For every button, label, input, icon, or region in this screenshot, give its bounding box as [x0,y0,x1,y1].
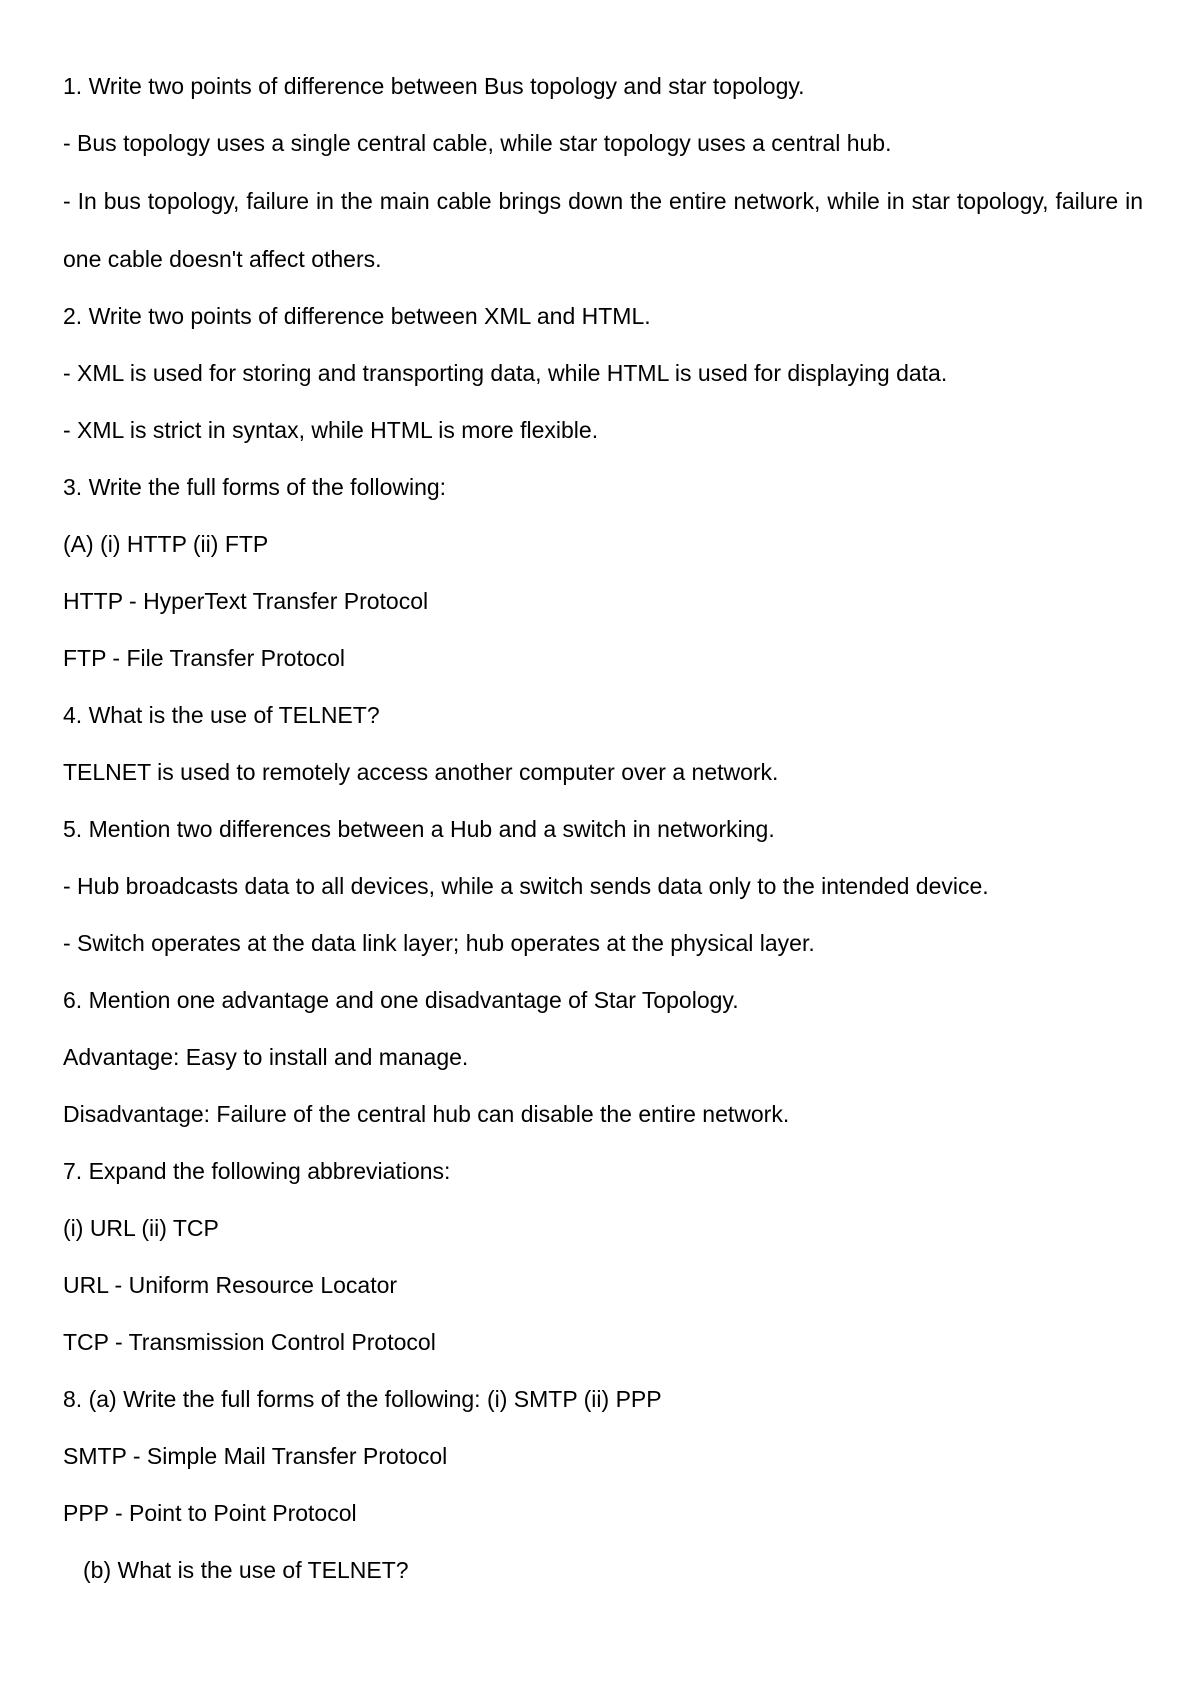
answer-2-point-1: - XML is used for storing and transporting data, while HTML is used for displaying data. [63,360,948,386]
answer-2-point-2: - XML is strict in syntax, while HTML is more flexible. [63,417,599,443]
answer-6-advantage: Advantage: Easy to install and manage. [63,1044,469,1070]
answer-1-point-2: - In bus topology, failure in the main cable brings down the entire network, while in star topology, failure in one cable doesn't affect others. [63,188,1143,272]
answer-1-point-1: - Bus topology uses a single central cable, while star topology uses a central hub. [63,130,892,156]
question-8b: (b) What is the use of TELNET? [83,1557,409,1583]
answer-3-ftp: FTP - File Transfer Protocol [63,645,346,671]
question-5: 5. Mention two differences between a Hub and a switch in networking. [63,816,775,842]
answer-7-url: URL - Uniform Resource Locator [63,1272,398,1298]
question-3-part-a: (A) (i) HTTP (ii) FTP [63,531,269,557]
answer-6-disadvantage: Disadvantage: Failure of the central hub can disable the entire network. [63,1101,790,1127]
answer-8-smtp: SMTP - Simple Mail Transfer Protocol [63,1443,448,1469]
answer-5-point-1: - Hub broadcasts data to all devices, while a switch sends data only to the intended device. [63,873,989,899]
question-1: 1. Write two points of difference between Bus topology and star topology. [63,73,805,99]
question-7-items: (i) URL (ii) TCP [63,1215,219,1241]
answer-3-http: HTTP - HyperText Transfer Protocol [63,588,429,614]
question-3: 3. Write the full forms of the following: [63,474,447,500]
question-8a: 8. (a) Write the full forms of the following: (i) SMTP (ii) PPP [63,1386,662,1412]
question-2: 2. Write two points of difference between XML and HTML. [63,303,651,329]
answer-8-ppp: PPP - Point to Point Protocol [63,1500,357,1526]
document-body [63,72,1143,1613]
answer-4: TELNET is used to remotely access another computer over a network. [63,759,779,785]
answer-5-point-2: - Switch operates at the data link layer; hub operates at the physical layer. [63,930,815,956]
question-4: 4. What is the use of TELNET? [63,702,380,728]
question-6: 6. Mention one advantage and one disadvantage of Star Topology. [63,987,739,1013]
answer-7-tcp: TCP - Transmission Control Protocol [63,1329,436,1355]
question-7: 7. Expand the following abbreviations: [63,1158,451,1184]
